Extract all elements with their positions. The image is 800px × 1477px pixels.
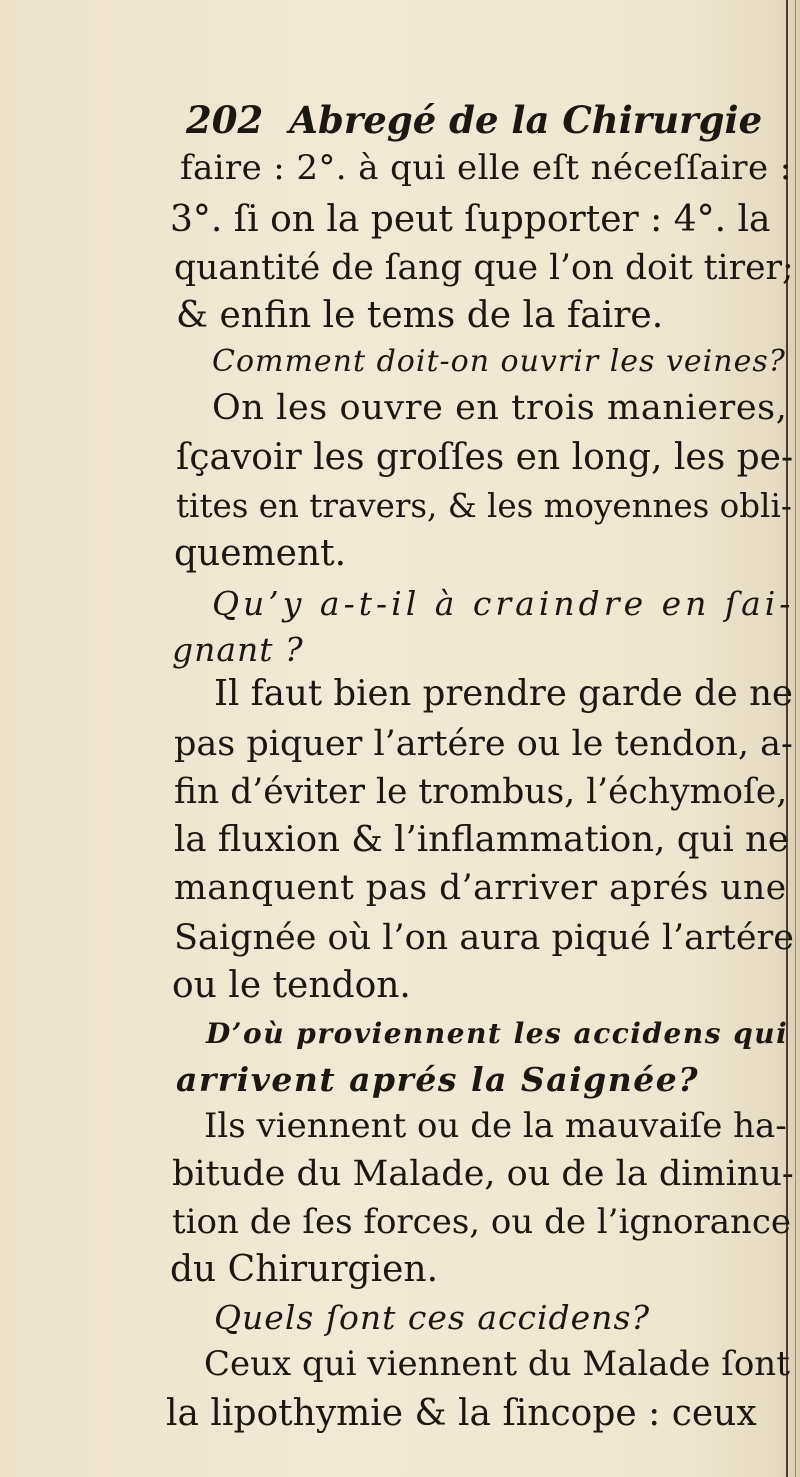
text-line: ſçavoir les groſſes en long, les pe- <box>176 437 794 478</box>
question-heading: Qu’y a-t-il à craindre en ſai- <box>212 584 795 623</box>
text-line: Saignée où l’on aura piqué l’artére <box>174 918 794 958</box>
question-heading: Quels ſont ces accidens? <box>214 1298 651 1337</box>
text-line: du Chirurgien. <box>170 1249 439 1290</box>
text-line: Il faut bien prendre garde de ne <box>214 673 793 714</box>
text-line: manquent pas d’arriver aprés une <box>174 868 787 908</box>
text-line: Ceux qui viennent du Malade ſont <box>204 1344 790 1384</box>
text-line: Ils viennent ou de la mauvaiſe ha- <box>204 1106 787 1146</box>
text-line: tites en travers, & les moyennes obli- <box>176 487 792 525</box>
text-line: pas piquer l’artére ou le tendon, a- <box>174 724 793 764</box>
text-line: ou le tendon. <box>172 965 411 1006</box>
text-line: On les ouvre en trois manieres, <box>212 388 788 428</box>
text-line: quantité de ſang que l’on doit tirer; <box>174 248 794 288</box>
question-heading: arrivent aprés la Saignée? <box>176 1060 700 1099</box>
running-title: Abregé de la Chirurgie <box>289 98 763 142</box>
text-line: la lipothymie & la ſincope : ceux <box>166 1393 757 1434</box>
text-line: tion de ſes forces, ou de l’ignorance <box>172 1202 792 1242</box>
text-line: fin d’éviter le trombus, l’échymoſe, <box>174 772 788 812</box>
page-number: 202 <box>186 98 264 142</box>
question-heading: D’où proviennent les accidens qui <box>206 1017 789 1050</box>
question-heading: gnant ? <box>172 630 304 669</box>
text-line: faire : 2°. à qui elle eſt néceſſaire : <box>180 148 792 188</box>
text-line: la fluxion & l’inflammation, qui ne <box>174 819 789 860</box>
text-line: quement. <box>174 533 347 574</box>
text-line: 3°. ſi on la peut ſupporter : 4°. la <box>170 199 771 240</box>
text-line: & enfin le tems de la faire. <box>176 295 664 336</box>
text-line: bitude du Malade, ou de la diminu- <box>172 1154 794 1194</box>
question-heading: Comment doit-on ouvrir les veines? <box>212 344 786 379</box>
